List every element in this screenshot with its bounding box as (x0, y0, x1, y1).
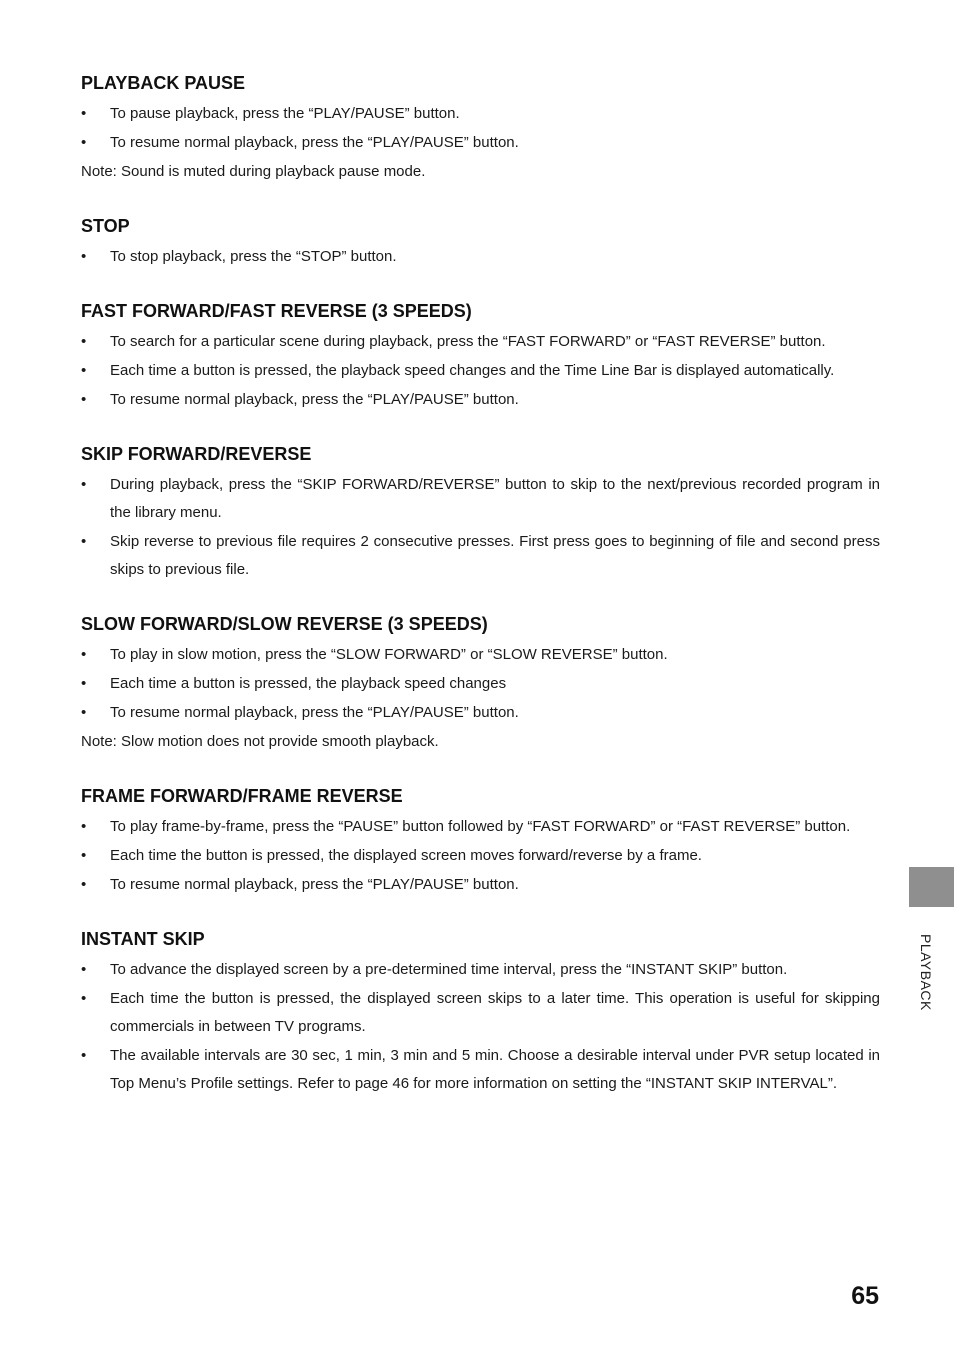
list-item-text: Each time a button is pressed, the playback speed changes (110, 675, 507, 692)
list-item (81, 699, 880, 727)
list-item (81, 985, 880, 1041)
bullet-icon: • (81, 333, 87, 350)
section-heading: SLOW FORWARD/SLOW REVERSE (3 SPEEDS) (81, 614, 488, 634)
list-item-text: Each time a button is pressed, the playback speed changes and the Time Line Bar is displayed automatically. (110, 362, 835, 379)
list-item-text: To resume normal playback, press the “PLAY/PAUSE” button. (110, 391, 519, 408)
list-item-text: To resume normal playback, press the “PLAY/PAUSE” button. (110, 876, 519, 893)
list-item (81, 328, 880, 356)
list-item (81, 813, 880, 841)
section-heading: FRAME FORWARD/FRAME REVERSE (81, 786, 403, 806)
list-item-text: To search for a particular scene during playback, press the “FAST FORWARD” or “FAST REVERSE” button. (110, 333, 826, 350)
section-heading: FAST FORWARD/FAST REVERSE (3 SPEEDS) (81, 301, 472, 321)
page-content (81, 70, 880, 1125)
list-item (81, 956, 880, 984)
bullet-list (81, 328, 880, 414)
bullet-icon: • (81, 248, 87, 265)
list-item (81, 842, 880, 870)
list-item (81, 357, 880, 385)
list-item-text: The available intervals are 30 sec, 1 min, 3 min and 5 min. Choose a desirable interval under PVR setup located in Top Menu’s Profile settings. Refer to page 46 for more information on setting the “INSTANT SKIP INTERVAL”. (110, 1047, 880, 1092)
list-item (81, 641, 880, 669)
section (81, 611, 880, 756)
section (81, 926, 880, 1098)
bullet-icon: • (81, 675, 87, 692)
section (81, 213, 880, 271)
section-heading: SKIP FORWARD/REVERSE (81, 444, 312, 464)
list-item (81, 100, 880, 128)
bullet-icon: • (81, 990, 87, 1007)
bullet-icon: • (81, 476, 87, 493)
section-note: Note: Sound is muted during playback pause mode. (81, 163, 426, 180)
list-item-text: Each time the button is pressed, the displayed screen skips to a later time. This operation is useful for skipping commercials in between TV programs. (110, 990, 880, 1035)
bullet-list (81, 471, 880, 584)
page-number: 65 (851, 1282, 879, 1310)
bullet-icon: • (81, 105, 87, 122)
list-item-text: To pause playback, press the “PLAY/PAUSE” button. (110, 105, 460, 122)
bullet-icon: • (81, 876, 87, 893)
list-item (81, 528, 880, 584)
list-item-text: To resume normal playback, press the “PLAY/PAUSE” button. (110, 704, 519, 721)
bullet-list (81, 100, 880, 157)
section-side-label: PLAYBACK (918, 934, 934, 1011)
bullet-list (81, 813, 880, 899)
list-item-text: During playback, press the “SKIP FORWARD/REVERSE” button to skip to the next/previous recorded program in the library menu. (110, 476, 880, 521)
section-tab-marker (909, 867, 954, 907)
bullet-icon: • (81, 362, 87, 379)
section-note: Note: Slow motion does not provide smooth playback. (81, 733, 439, 750)
list-item (81, 386, 880, 414)
bullet-icon: • (81, 646, 87, 663)
bullet-list (81, 243, 880, 271)
bullet-icon: • (81, 1047, 87, 1064)
section (81, 70, 880, 186)
list-item-text: To resume normal playback, press the “PLAY/PAUSE” button. (110, 134, 519, 151)
list-item-text: Each time the button is pressed, the displayed screen moves forward/reverse by a frame. (110, 847, 702, 864)
section-heading: PLAYBACK PAUSE (81, 73, 246, 93)
section (81, 298, 880, 414)
list-item-text: To stop playback, press the “STOP” button. (110, 248, 397, 265)
list-item-text: To advance the displayed screen by a pre-determined time interval, press the “INSTANT SKIP” button. (110, 961, 788, 978)
bullet-icon: • (81, 391, 87, 408)
bullet-icon: • (81, 134, 87, 151)
bullet-icon: • (81, 847, 87, 864)
list-item-text: To play frame-by-frame, press the “PAUSE” button followed by “FAST FORWARD” or “FAST REVERSE” button. (110, 818, 851, 835)
bullet-icon: • (81, 961, 87, 978)
list-item (81, 129, 880, 157)
bullet-list (81, 956, 880, 1098)
list-item (81, 471, 880, 527)
list-item-text: Skip reverse to previous file requires 2 consecutive presses. First press goes to beginning of file and second press skips to previous file. (110, 533, 880, 578)
bullet-list (81, 641, 880, 727)
list-item (81, 243, 880, 271)
list-item (81, 1042, 880, 1098)
section (81, 783, 880, 899)
bullet-icon: • (81, 533, 87, 550)
list-item-text: To play in slow motion, press the “SLOW FORWARD” or “SLOW REVERSE” button. (110, 646, 668, 663)
bullet-icon: • (81, 818, 87, 835)
list-item (81, 871, 880, 899)
section (81, 441, 880, 584)
section-heading: INSTANT SKIP (81, 929, 205, 949)
list-item (81, 670, 880, 698)
bullet-icon: • (81, 704, 87, 721)
section-heading: STOP (81, 216, 130, 236)
